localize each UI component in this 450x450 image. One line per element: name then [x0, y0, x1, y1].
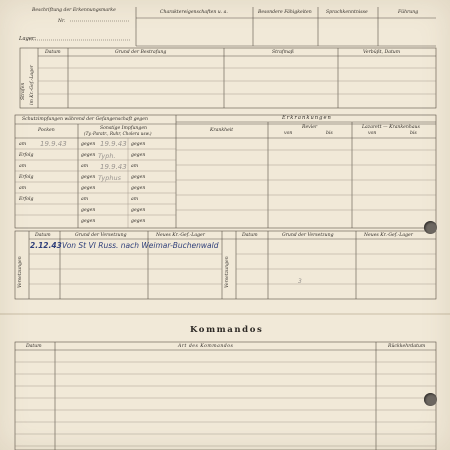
impf-row-col3: gegen: [131, 175, 146, 180]
impf-row-col2: gegen: [81, 153, 96, 158]
impfungen-sonstige: Sonstige Impfungen: [100, 126, 148, 131]
handwritten-impf-date-2: 19.9.43: [100, 163, 127, 171]
impf-row-label: Erfolg: [19, 153, 34, 158]
impf-row-col2: gegen: [81, 219, 96, 224]
handwritten-impf-gegen-2: Typhus: [98, 174, 122, 182]
strafen-col-datum: Datum: [45, 50, 61, 55]
kommandos-col-art: Art des Kommandos: [178, 344, 234, 349]
impf-row-label: am: [19, 186, 27, 191]
strafen-side-label-2: im Kr.-Gef.-Lager: [30, 64, 35, 105]
impf-row-col3: am: [131, 197, 139, 202]
impf-row-label: am: [19, 164, 27, 169]
strafen-side-label: Strafen: [21, 82, 26, 100]
strafen-col-grund: Grund der Bestrafung: [115, 50, 167, 55]
versetzungen-col-datum-2: Datum: [242, 233, 258, 238]
impfungen-pocken: Pocken: [38, 128, 55, 133]
handwritten-impf-date-1: 19.9.43: [40, 140, 67, 148]
versetzungen-side-label-right: Versetzungen: [225, 256, 230, 288]
kommandos-col-rueckkehr: Rückkehrdatum: [388, 344, 426, 349]
handwritten-versetzung-text: Von St VI Russ. nach Weimar-Buchenwald: [62, 241, 219, 250]
impf-row-col3: gegen: [131, 142, 146, 147]
impf-row-col3: gegen: [131, 186, 146, 191]
label-beschriftung: Beschriftung der Erkennungsmarke: [32, 8, 116, 13]
erkrankungen-col-krankheit: Krankheit: [210, 128, 234, 133]
impfungen-heading: Schutzimpfungen während der Gefangenschaft gegen: [22, 117, 148, 122]
impf-row-col2: gegen: [81, 175, 96, 180]
punch-hole-top: [424, 221, 437, 234]
punch-hole-bottom: [424, 393, 437, 406]
impf-row-label: Erfolg: [19, 175, 34, 180]
strafen-col-verbuesst: Verbüßt, Datum: [363, 50, 401, 55]
versetzungen-col-grund-2: Grund der Versetzung: [282, 233, 334, 238]
label-nr: Nr.: [58, 19, 66, 24]
versetzungen-col-datum: Datum: [35, 233, 51, 238]
versetzungen-col-neues-2: Neues Kr.-Gef.-Lager: [364, 233, 413, 238]
strafen-col-strafmass: Strafmaß: [272, 50, 294, 55]
impf-row-col3: am: [131, 164, 139, 169]
impf-row-col3: gegen: [131, 153, 146, 158]
erkrankungen-lazarett-bis: bis: [410, 131, 417, 136]
impf-row-col2: am: [81, 164, 89, 169]
impf-row-col3: gegen: [131, 219, 146, 224]
label-befaehigung: Besondere Fähigkeiten: [258, 10, 312, 15]
impf-row-col3: gegen: [131, 208, 146, 213]
pencil-mark: 3: [298, 278, 302, 285]
versetzungen-col-grund: Grund der Versetzung: [75, 233, 127, 238]
label-lager: Lager:: [19, 36, 37, 42]
handwritten-versetzung-date: 2.12.43: [30, 241, 62, 250]
erkrankungen-col-revier: Revier: [302, 125, 318, 130]
handwritten-impf-date-1b: 19.9.43: [100, 140, 127, 148]
label-charakter: Charaktereigenschaften u. a.: [160, 10, 228, 15]
erkrankungen-col-lazarett: Lazarett — Krankenhaus: [362, 125, 420, 130]
erkrankungen-revier-bis: bis: [326, 131, 333, 136]
handwritten-impf-gegen-1: Typh.: [98, 152, 116, 160]
kommandos-title: Kommandos: [190, 325, 264, 335]
impf-row-label: am: [19, 142, 27, 147]
impf-row-col2: gegen: [81, 186, 96, 191]
kommandos-col-datum: Datum: [26, 344, 42, 349]
label-sprachen: Sprachkenntnisse: [326, 10, 368, 15]
impf-row-label: Erfolg: [19, 197, 34, 202]
versetzungen-col-neues: Neues Kr.-Gef.-Lager: [156, 233, 205, 238]
label-fuehrung: Führung: [398, 10, 419, 15]
impf-row-col2: am: [81, 197, 89, 202]
impf-row-col2: gegen: [81, 208, 96, 213]
versetzungen-side-label-left: Versetzungen: [18, 256, 23, 288]
erkrankungen-revier-von: von: [284, 131, 293, 136]
impf-row-col2: gegen: [81, 142, 96, 147]
erkrankungen-lazarett-von: von: [368, 131, 377, 136]
impfungen-sonstige-sub: (Ty.-Paratr., Ruhr, Cholera usw.): [84, 131, 152, 136]
erkrankungen-heading: Erkrankungen: [282, 115, 332, 121]
